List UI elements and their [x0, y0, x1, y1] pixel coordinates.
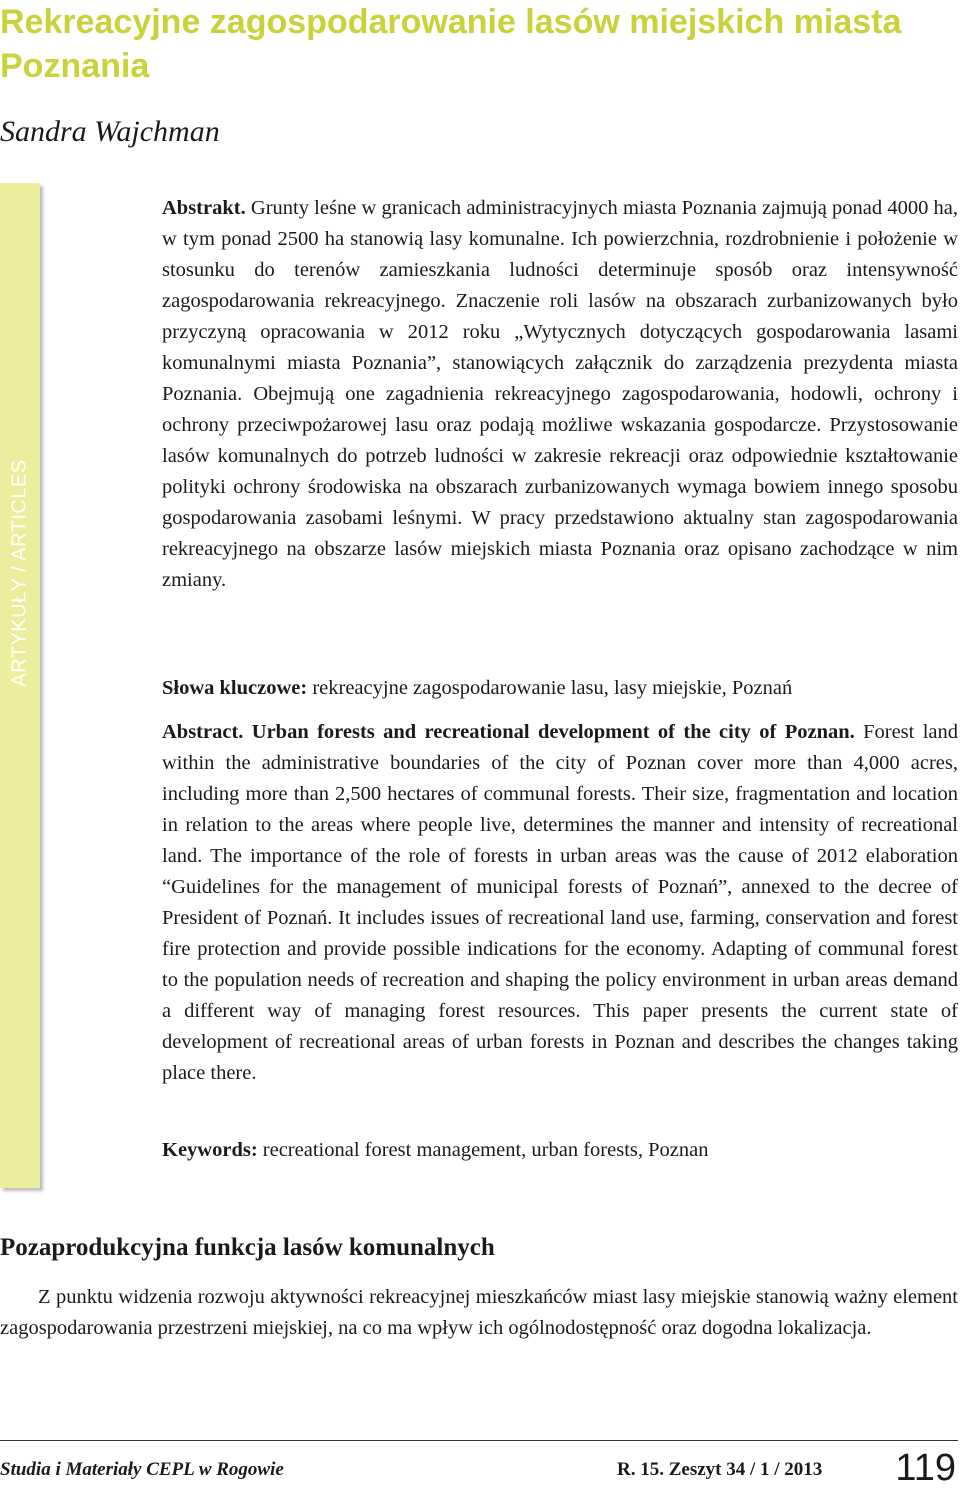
abstract-polish: [162, 193, 958, 596]
abstract-english-label: Abstract. Urban forests and recreational development of the city of Poznan.: [162, 721, 855, 743]
keywords-polish: [162, 673, 958, 704]
article-title: Rekreacyjne zagospodarowanie lasów miejskich miasta Poznania: [0, 3, 902, 85]
section-side-label: ARTYKUŁY / ARTICLES: [8, 459, 31, 687]
keywords-english-text: recreational forest management, urban forests, Poznan: [257, 1139, 709, 1161]
abstract-english-text: Forest land within the administrative boundaries of the city of Poznan cover more than 4,000 acres, including more than 2,500 hectares of communal forests. Their size, fragmentation and location in relation to the areas where people live, determines the manner and intensity of recreational land. The importance of the role of forests in urban areas was the cause of 2012 elaboration “Guidelines for the management of municipal forests of Poznań”, annexed to the decree of President of Poznań. It includes issues of recreational land use, farming, conservation and forest fire protection and provide possible indications for the economy. Adapting of communal forest to the population needs of recreation and shaping the policy environment in urban areas demand a different way of managing forest resources. This paper presents the current state of development of recreational areas of urban forests in Poznan and describes the changes taking place there.: [162, 721, 958, 1084]
page-number: 119: [895, 1447, 956, 1489]
keywords-english-label: Keywords:: [162, 1139, 258, 1161]
footer-issue-info: R. 15. Zeszyt 34 / 1 / 2013: [617, 1459, 823, 1480]
section-paragraph: Z punktu widzenia rozwoju aktywności rekreacyjnej mieszkańców miast lasy miejskie stanowią ważny element zagospodarowania przestrzeni miejskiej, na co ma wpływ ich ogólnodostępność oraz dogodna lokalizacja.: [0, 1286, 958, 1339]
section-heading: Pozaprodukcyjna funkcja lasów komunalnych: [0, 1234, 495, 1261]
author-name: Sandra Wajchman: [0, 115, 220, 148]
keywords-polish-label: Słowa kluczowe:: [162, 677, 308, 699]
abstract-polish-text: Grunty leśne w granicach administracyjnych miasta Poznania zajmują ponad 4000 ha, w tym ponad 2500 ha stanowią lasy komunalne. Ich powierzchnia, rozdrobnienie i położenie w stosunku do terenów zamieszkania ludności determinuje sposób oraz intensywność zagospodarowania rekreacyjnego. Znaczenie roli lasów na obszarach zurbanizowanych było przyczyną opracowania w 2012 roku „Wytycznych dotyczących gospodarowania lasami komunalnymi miasta Poznania”, stanowiących załącznik do zarządzenia prezydenta miasta Poznania. Obejmują one zagadnienia rekreacyjnego zagospodarowania, hodowli, ochrony i ochrony przeciwpożarowej lasu oraz podają możliwe wskazania gospodarcze. Przystosowanie lasów komunalnych do potrzeb ludności w zakresie rekreacji oraz odpowiednie kształtowanie polityki ochrony środowiska na obszarach zurbanizowanych wymaga bowiem innego sposobu gospodarowania zasobami leśnymi. W pracy przedstawiono aktualny stan zagospodarowania rekreacyjnego na obszarze lasów miejskich miasta Poznania oraz opisano zachodzące w nim zmiany.: [162, 197, 958, 591]
footer-divider: [0, 1440, 958, 1441]
section-side-strip: [0, 183, 40, 1188]
footer-journal-name: Studia i Materiały CEPL w Rogowie: [0, 1459, 284, 1480]
abstract-english: [162, 717, 958, 1089]
abstract-polish-label: Abstrakt.: [162, 197, 246, 219]
keywords-english: [162, 1135, 958, 1166]
keywords-polish-text: rekreacyjne zagospodarowanie lasu, lasy miejskie, Poznań: [307, 677, 793, 699]
